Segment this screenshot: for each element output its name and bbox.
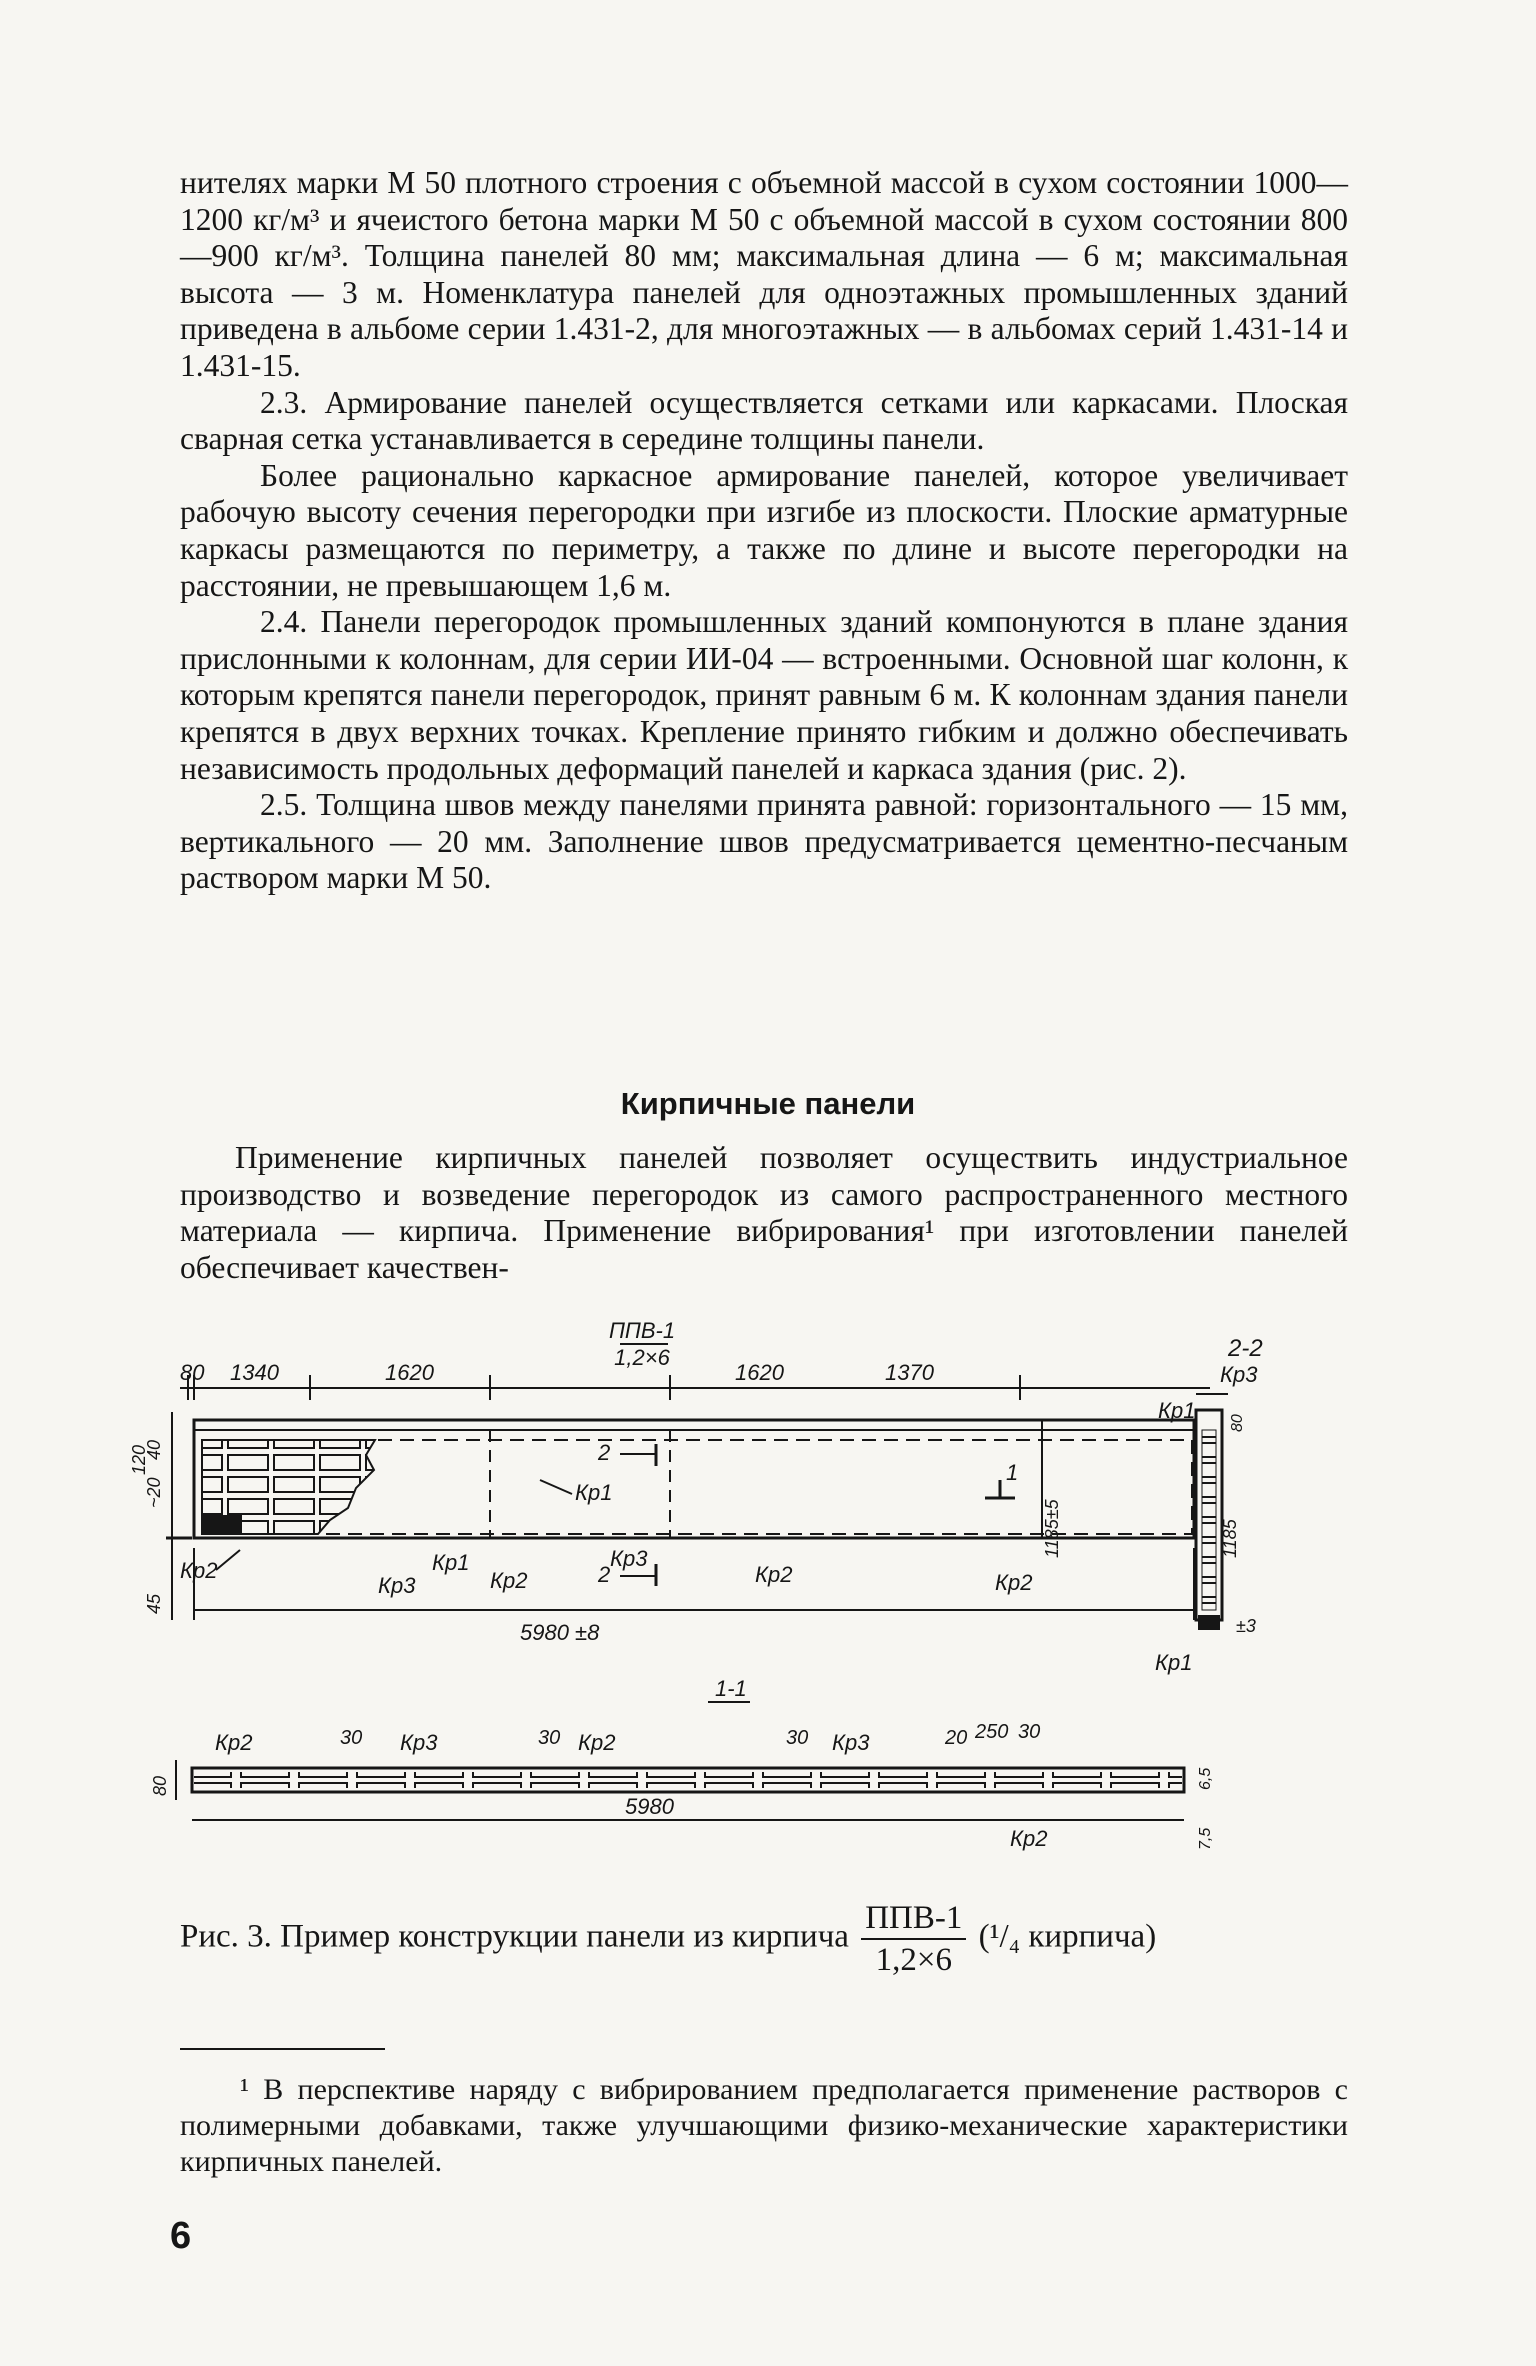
paragraph-framing: Более рационально каркасное армирование панелей, которое увеличивает рабочую высоту сечения перегородки при изгибе из плоскости. Плоские арматурные каркасы размещаются по периметру, а также по длине и высоте перегородки на расстоянии, не превышающем 1,6 м. [180, 457, 1348, 603]
label-kp3-top: Кр3 [1220, 1362, 1258, 1387]
section-1-1-label: 1-1 [715, 1676, 747, 1701]
label-kp3-a: Кр3 [378, 1573, 416, 1598]
caption-prefix: Рис. 3. Пример конструкции панели из кирпича [180, 1918, 849, 1955]
dim-80: 80 [180, 1360, 205, 1385]
caption-suffix: (¹/₄ кирпича) [978, 1918, 1157, 1955]
figure-title-den: 1,2×6 [614, 1345, 670, 1370]
paragraph-brick-panels: Применение кирпичных панелей позволяет осуществить индустриальное производство и возведение перегородок из самого распространенного местного материала — кирпича. Применение вибрирования¹ при изготовлении панелей обеспечивает качествен- [180, 1140, 1348, 1285]
label-kp2-a: Кр2 [490, 1568, 528, 1593]
bottom-dim-30-c: 30 [786, 1727, 809, 1749]
footnote-rule [180, 2048, 385, 2050]
side-dim-pm3: ±3 [1236, 1616, 1256, 1636]
figure-title-num: ППВ-1 [608, 1318, 676, 1343]
label-kp2-s2: Кр2 [578, 1730, 616, 1755]
length-5980pm: 5980 ±8 [520, 1620, 600, 1645]
label-kp2-right: Кр2 [995, 1570, 1033, 1595]
height-1185pm: 1185±5 [1042, 1499, 1062, 1558]
section-mark-1-top: 1 [1006, 1460, 1019, 1485]
height-1185: 1185 [1220, 1519, 1240, 1558]
left-dim-45: 45 [144, 1593, 164, 1614]
label-kp3-b: Кр3 [610, 1546, 648, 1571]
bottom-dim-30-b: 30 [538, 1727, 561, 1749]
side-80-bottom: 80 [150, 1775, 170, 1796]
paragraph-continuation: нителях марки М 50 плотного строения с объемной массой в сухом состоянии 1000—1200 кг/м³ и ячеистого бетона марки М 50 с объемной массой в сухом состоянии 800—900 кг/м³. Толщина панелей 80 мм; максимальная длина — 6 м; максимальная высота — 3 м. Номенклатура панелей для одноэтажных промышленных зданий приведена в альбоме серии 1.431-2, для многоэтажных — в альбомах серий 1.431-14 и 1.431-15. [180, 165, 1348, 383]
section-text [180, 1140, 1348, 1286]
paragraph-2-3: 2.3. Армирование панелей осуществляется сетками или каркасами. Плоская сварная сетка устанавливается в середине толщины панели. [180, 384, 1348, 457]
section-mark-2-bottom: 2 [598, 1562, 611, 1587]
label-kp2-s3: Кр2 [1010, 1826, 1048, 1851]
footnote [180, 2072, 1348, 2180]
label-kp3-s1: Кр3 [400, 1730, 438, 1755]
bottom-dim-250: 250 [975, 1721, 1009, 1743]
paragraph-2-4: 2.4. Панели перегородок промышленных зданий компонуются в плане здания прислонными к колоннам, для серии ИИ-04 — встроенными. Основной шаг колонн, к которым крепятся панели перегородок, принят равным 6 м. К колоннам здания панели крепятся в двух верхних точках. Крепление принято гибким и должно обеспечивать независимость продольных деформаций панелей и каркаса здания (рис. 2). [180, 604, 1348, 786]
label-kp1-bottom: Кр1 [1155, 1650, 1193, 1675]
caption-fraction-num: ППВ-1 [861, 1898, 966, 1940]
bottom-dim-30-d: 30 [1018, 1721, 1041, 1743]
section-mark-2-top: 2 [598, 1440, 611, 1465]
left-dim-20: ~20 [144, 1477, 164, 1508]
label-kp3-s2: Кр3 [832, 1730, 870, 1755]
body-text [180, 165, 1348, 897]
section-2-2-label: 2-2 [1228, 1335, 1263, 1362]
bottom-length-5980: 5980 [625, 1794, 674, 1819]
dim-1340: 1340 [230, 1360, 279, 1385]
left-dim-40: 40 [144, 1439, 164, 1460]
label-kp1-a: Кр1 [575, 1480, 613, 1505]
dim-1370: 1370 [885, 1360, 934, 1385]
label-kp2-s1: Кр2 [215, 1730, 253, 1755]
bottom-dim-30-a: 30 [340, 1727, 363, 1749]
figure-panel-drawing [129, 1318, 1290, 1860]
footnote-text: ¹ В перспективе наряду с вибрированием предполагается применение растворов с полимерными добавками, также улучшающими физико-механические характеристики кирпичных панелей. [180, 2073, 1348, 2178]
figure-caption [180, 1898, 1348, 1980]
label-kp2-left: Кр2 [180, 1558, 218, 1583]
label-kp2-b: Кр2 [755, 1562, 793, 1587]
label-kp1-right: Кр1 [1158, 1398, 1196, 1423]
side-dim-80: 80 [1229, 1414, 1246, 1432]
section-heading: Кирпичные панели [620, 1086, 916, 1121]
page-number: 6 [170, 2215, 192, 2257]
panel-drawing-svg [129, 1318, 1290, 1860]
dim-1620-a: 1620 [385, 1360, 434, 1385]
bottom-dim-20: 20 [945, 1727, 968, 1749]
left-dim-120: 120 [129, 1444, 149, 1475]
side-dim-75: 7,5 [1197, 1827, 1214, 1850]
paragraph-2-5: 2.5. Толщина швов между панелями принята равной: горизонтального — 15 мм, вертикального — 20 мм. Заполнение швов предусматривается цементно-песчаным раствором марки М 50. [180, 787, 1348, 896]
side-dim-65: 6,5 [1197, 1767, 1214, 1790]
caption-fraction [861, 1898, 966, 1980]
label-kp1-b: Кр1 [432, 1550, 470, 1575]
caption-fraction-den: 1,2×6 [875, 1942, 952, 1978]
dim-1620-b: 1620 [735, 1360, 784, 1385]
